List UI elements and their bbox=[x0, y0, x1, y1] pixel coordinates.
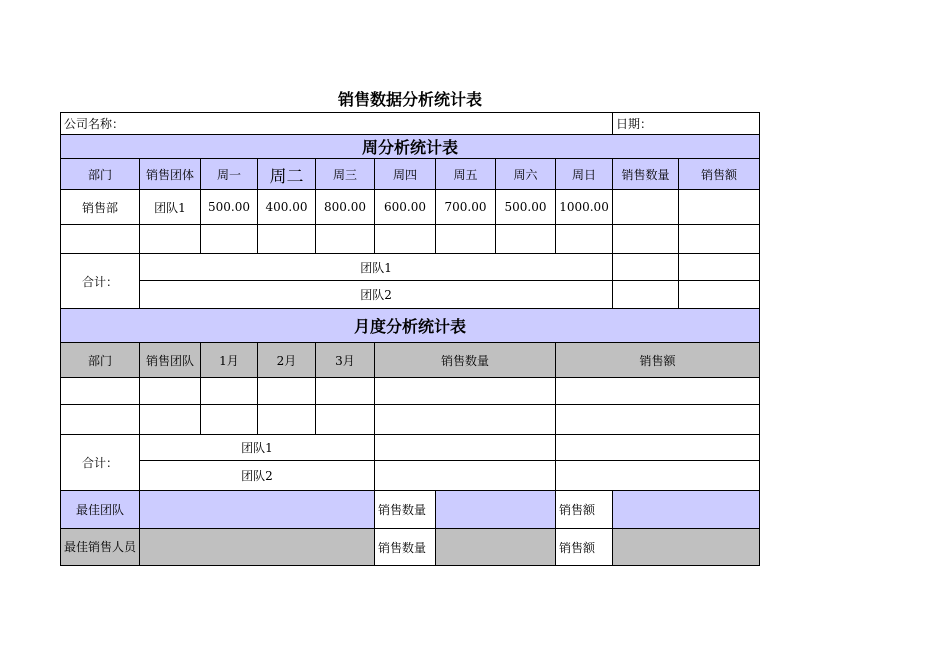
data-cell[interactable] bbox=[375, 405, 556, 435]
best-team-qty-label: 销售数量 bbox=[375, 491, 436, 529]
data-cell[interactable] bbox=[679, 254, 760, 281]
header-cell: 周三 bbox=[316, 159, 375, 190]
weekly-header-row bbox=[61, 159, 760, 190]
best-person-amount-label: 销售额 bbox=[556, 529, 613, 566]
data-cell[interactable] bbox=[61, 225, 140, 254]
best-team-amount-label: 销售额 bbox=[556, 491, 613, 529]
data-cell[interactable]: 800.00 bbox=[316, 190, 375, 225]
best-team-amount-value[interactable] bbox=[613, 491, 760, 529]
data-cell[interactable] bbox=[679, 190, 760, 225]
best-person-amount-value[interactable] bbox=[613, 529, 760, 566]
data-cell[interactable] bbox=[613, 254, 679, 281]
data-cell[interactable] bbox=[556, 405, 760, 435]
date-cell[interactable]: 日期： bbox=[613, 113, 760, 135]
data-cell[interactable] bbox=[556, 378, 760, 405]
header-cell: 2月 bbox=[258, 343, 316, 378]
data-cell[interactable] bbox=[258, 378, 316, 405]
data-cell[interactable] bbox=[613, 225, 679, 254]
sales-table bbox=[60, 112, 760, 566]
best-person-value[interactable] bbox=[140, 529, 375, 566]
data-cell[interactable]: 1000.00 bbox=[556, 190, 613, 225]
data-cell[interactable] bbox=[556, 225, 613, 254]
data-cell[interactable] bbox=[375, 378, 556, 405]
data-cell[interactable]: 500.00 bbox=[201, 190, 258, 225]
monthly-total-team1: 团队1 bbox=[140, 435, 375, 461]
best-team-label: 最佳团队 bbox=[61, 491, 140, 529]
monthly-section-title: 月度分析统计表 bbox=[61, 309, 760, 343]
data-cell[interactable] bbox=[556, 461, 760, 491]
header-cell: 周二 bbox=[258, 159, 316, 190]
data-cell[interactable] bbox=[436, 225, 496, 254]
data-cell[interactable] bbox=[496, 225, 556, 254]
best-team-value[interactable] bbox=[140, 491, 375, 529]
best-team-qty-value[interactable] bbox=[436, 491, 556, 529]
monthly-header-row bbox=[61, 343, 760, 378]
data-cell[interactable] bbox=[679, 225, 760, 254]
data-cell[interactable] bbox=[61, 405, 140, 435]
header-cell: 部门 bbox=[61, 159, 140, 190]
table-row bbox=[61, 190, 760, 225]
header-cell: 部门 bbox=[61, 343, 140, 378]
data-cell[interactable] bbox=[613, 281, 679, 309]
data-cell[interactable]: 400.00 bbox=[258, 190, 316, 225]
monthly-total-label: 合计： bbox=[61, 435, 140, 491]
best-person-label: 最佳销售人员 bbox=[61, 529, 140, 566]
header-cell: 销售额 bbox=[679, 159, 760, 190]
header-cell: 3月 bbox=[316, 343, 375, 378]
weekly-total-team2: 团队2 bbox=[140, 281, 613, 309]
best-person-qty-label: 销售数量 bbox=[375, 529, 436, 566]
table-row bbox=[61, 378, 760, 405]
sheet-title: 销售数据分析统计表 bbox=[337, 90, 482, 109]
data-cell[interactable] bbox=[316, 378, 375, 405]
data-cell[interactable]: 700.00 bbox=[436, 190, 496, 225]
data-cell[interactable]: 600.00 bbox=[375, 190, 436, 225]
data-cell[interactable] bbox=[375, 461, 556, 491]
data-cell[interactable] bbox=[613, 190, 679, 225]
data-cell[interactable]: 销售部 bbox=[61, 190, 140, 225]
header-cell: 1月 bbox=[201, 343, 258, 378]
data-cell[interactable] bbox=[679, 281, 760, 309]
company-name-cell[interactable]: 公司名称： bbox=[61, 113, 613, 135]
data-cell[interactable]: 500.00 bbox=[496, 190, 556, 225]
data-cell[interactable] bbox=[556, 435, 760, 461]
header-cell: 周日 bbox=[556, 159, 613, 190]
header-cell: 销售团队 bbox=[140, 343, 201, 378]
header-cell: 销售额 bbox=[556, 343, 760, 378]
data-cell[interactable] bbox=[375, 225, 436, 254]
data-cell[interactable] bbox=[375, 435, 556, 461]
data-cell[interactable] bbox=[316, 405, 375, 435]
header-cell: 周六 bbox=[496, 159, 556, 190]
data-cell[interactable] bbox=[258, 405, 316, 435]
header-cell: 周四 bbox=[375, 159, 436, 190]
data-cell[interactable] bbox=[201, 378, 258, 405]
table-row bbox=[61, 405, 760, 435]
data-cell[interactable] bbox=[140, 378, 201, 405]
weekly-total-team1: 团队1 bbox=[140, 254, 613, 281]
data-cell[interactable] bbox=[201, 225, 258, 254]
data-cell[interactable] bbox=[61, 378, 140, 405]
header-cell: 周一 bbox=[201, 159, 258, 190]
header-cell: 销售数量 bbox=[375, 343, 556, 378]
monthly-total-team2: 团队2 bbox=[140, 461, 375, 491]
header-cell: 销售数量 bbox=[613, 159, 679, 190]
header-cell: 销售团体 bbox=[140, 159, 201, 190]
data-cell[interactable] bbox=[140, 225, 201, 254]
weekly-section-title: 周分析统计表 bbox=[61, 135, 760, 159]
data-cell[interactable]: 团队1 bbox=[140, 190, 201, 225]
data-cell[interactable] bbox=[258, 225, 316, 254]
table-row bbox=[61, 225, 760, 254]
header-cell: 周五 bbox=[436, 159, 496, 190]
best-person-qty-value[interactable] bbox=[436, 529, 556, 566]
weekly-total-label: 合计： bbox=[61, 254, 140, 309]
data-cell[interactable] bbox=[140, 405, 201, 435]
data-cell[interactable] bbox=[201, 405, 258, 435]
data-cell[interactable] bbox=[316, 225, 375, 254]
